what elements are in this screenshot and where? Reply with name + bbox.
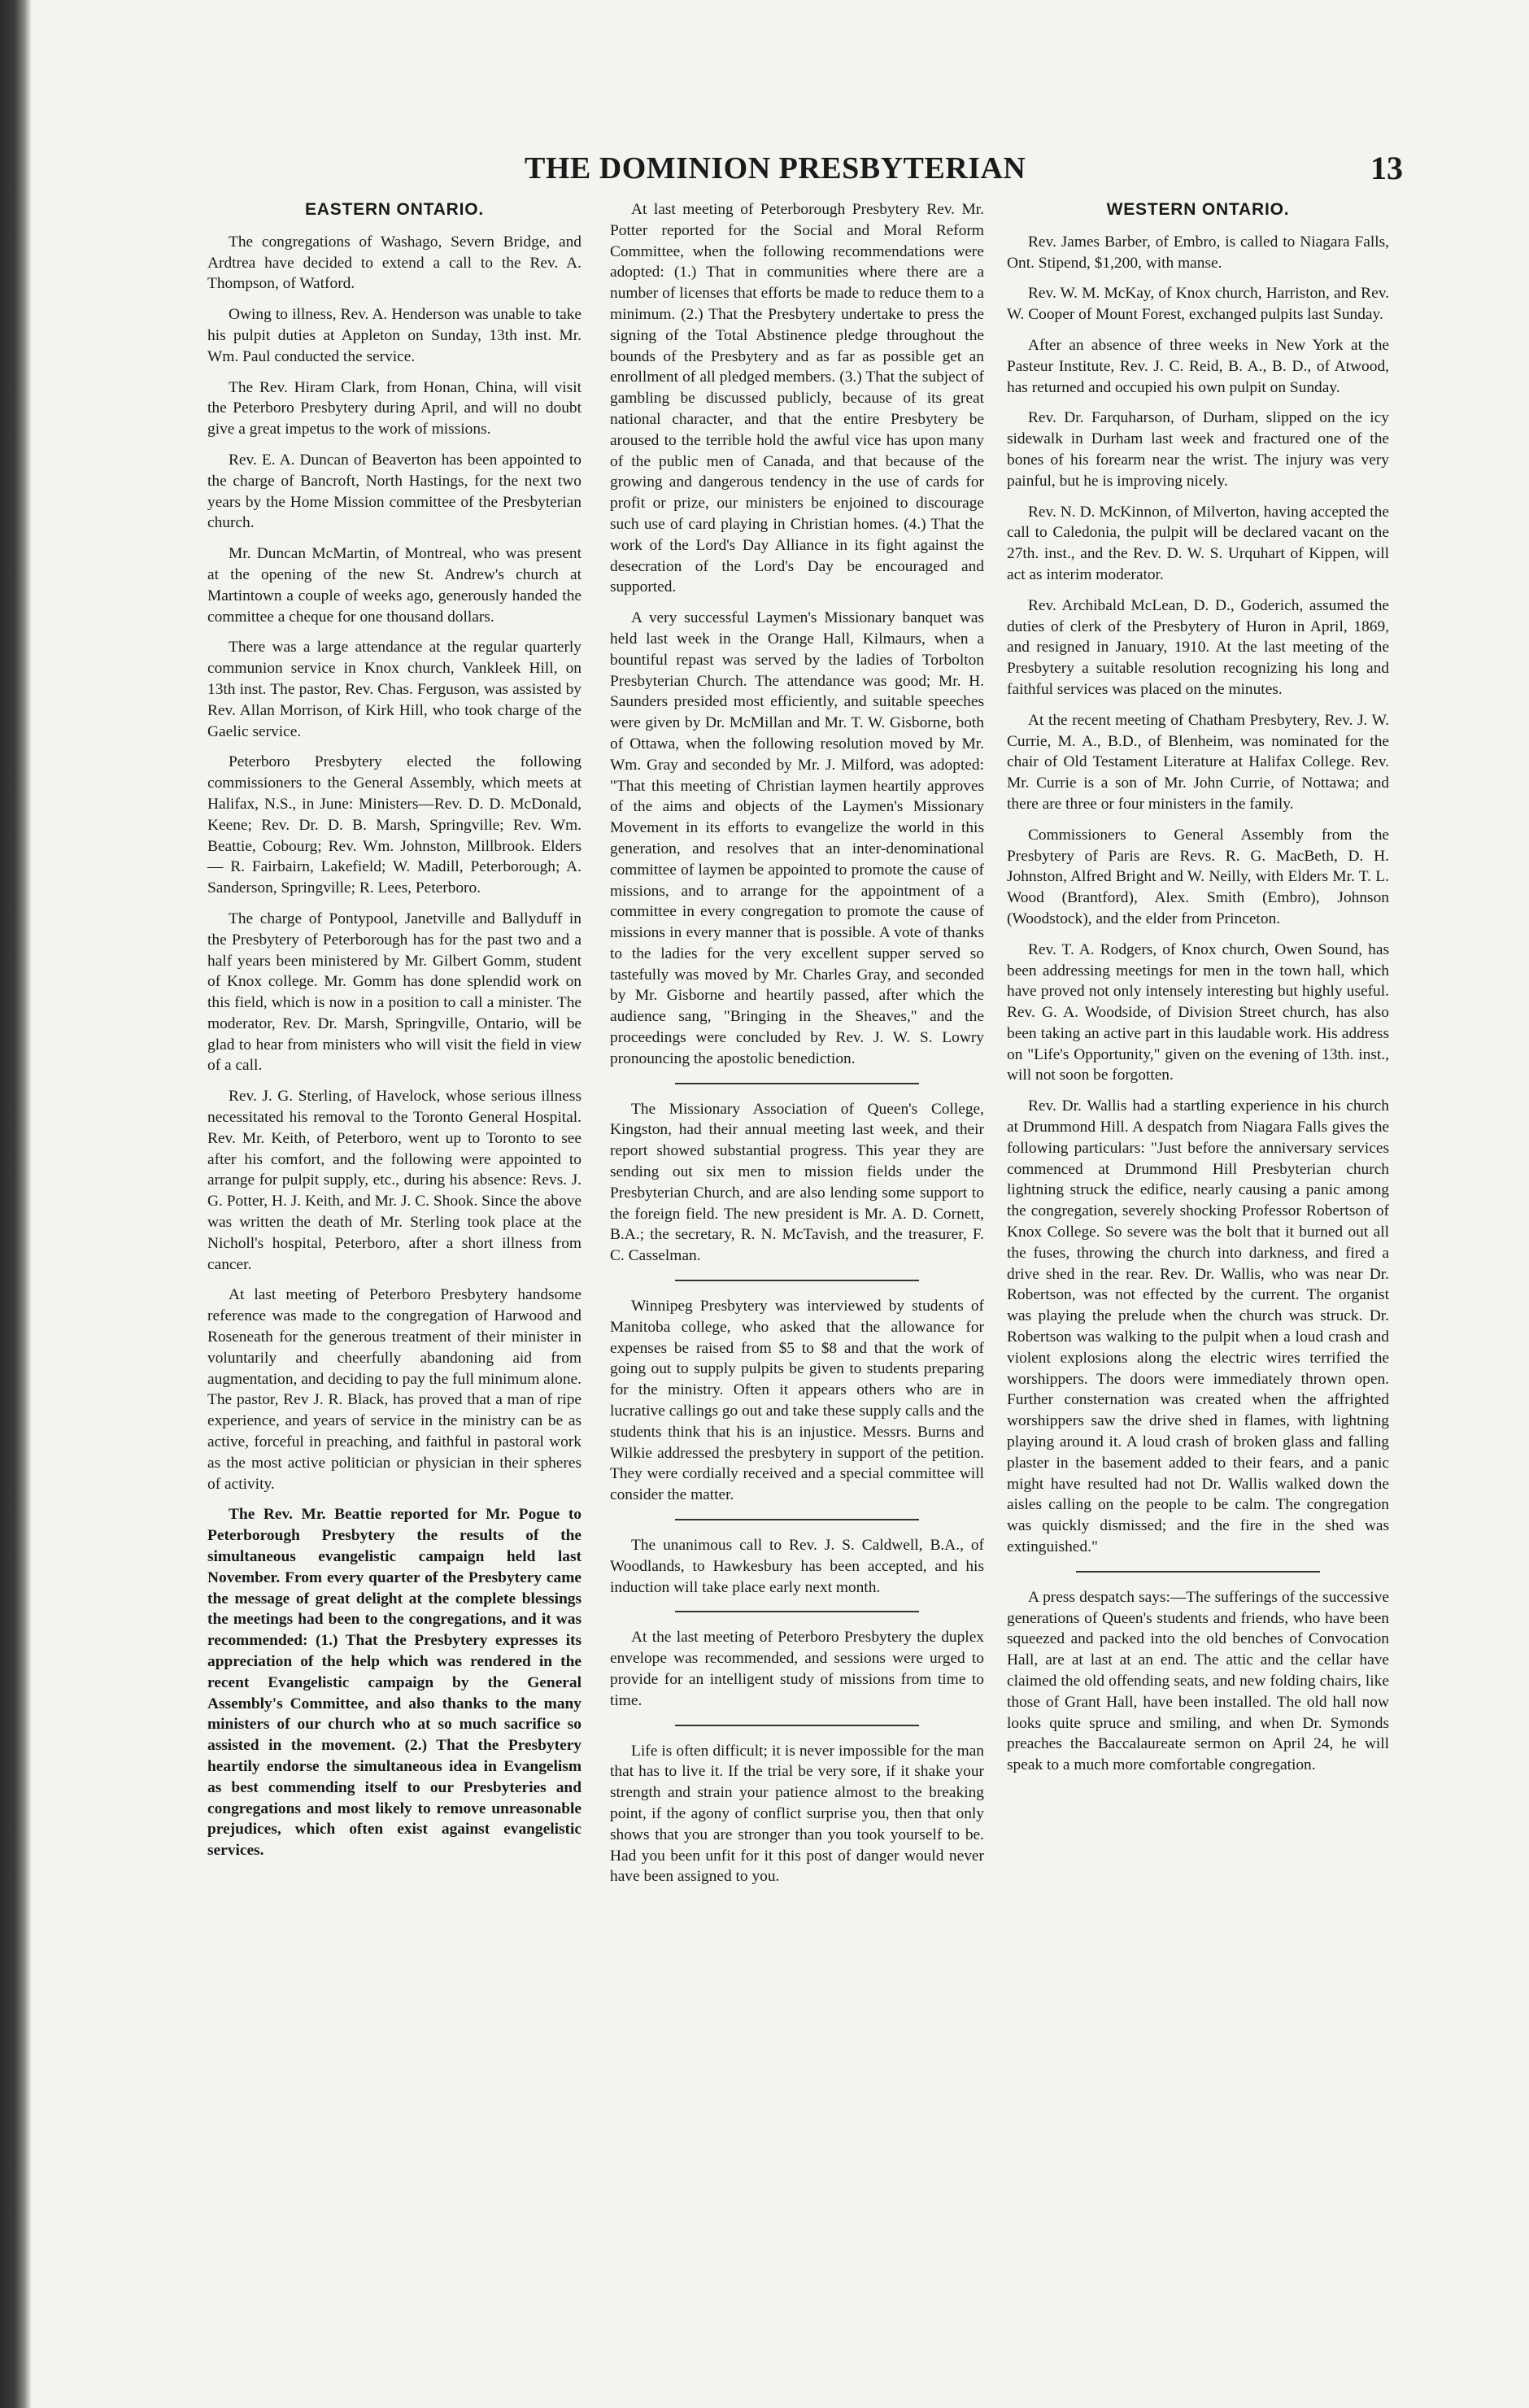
article-paragraph: Commissioners to General Assembly from the Presbytery of Paris are Revs. R. G. MacBeth, D. H. Johnston, Alfred Bright and W. Neilly, with Elders Mr. T. L. Wood (Brantford), Alex. Smith (Embro), Johnson (Woodstock), and the elder from Princeton.: [1007, 826, 1389, 927]
article-paragraph: Peterboro Presbytery elected the following commissioners to the General Assembly, which meets at Halifax, N.S., in June: Ministers—Rev. D. D. McDonald, Keene; Rev. Dr. D. B. Marsh, Springville; Rev. Wm. Beattie, Cobourg; Rev. Wm. Johnston, Millbrook. Elders — R. Fairbairn, Lakefield; W. Madill, Peterborough; A. Sanderson, Springville; R. Lees, Peterboro.: [207, 753, 582, 897]
page-number: 13: [1370, 150, 1403, 186]
article-paragraph: At last meeting of Peterborough Presbytery Rev. Mr. Potter reported for the Social and Moral Reform Committee, when the following recommendations were adopted: (1.) That in communities where there are a number of licenses that efforts be made to reduce them to a minimum. (2.) That the Presbytery undertake to press the signing of the Total Abstinence pledge throughout the bounds of the Presbytery and as far as possible get an enrollment of all pledged members. (3.) That the subject of gambling be discussed publicly, because of its great national character, and that the entire Presbytery be aroused to the terrible hold the awful vice has upon many of the public men of Canada, and that because of the growing and dangerous tendency in the use of cards for profit or prize, our ministers be enjoined to discourage such use of card playing in Christian homes. (4.) That the work of the Lord's Day Alliance in its fight against the desecration of the Lord's Day be encouraged and supported.: [610, 201, 984, 596]
article-paragraph: Rev. Dr. Wallis had a startling experience in his church at Drummond Hill. A despatch from Niagara Falls gives the following particulars: "Just before the anniversary services commenced at Drummond Hill Presbyterian church lightning struck the edifice, nearly causing a panic among the congregation, severely shocking Professor Robertson of Knox College. So severe was the bolt that it burned out all the fuses, throwing the church into darkness, and fired a drive shed in the rear. Rev. Dr. Wallis, who was near Dr. Robertson, was not effected by the current. The organist was playing the prelude when the church was struck. Dr. Robertson was walking to the pulpit when a loud crash and violent explosions along the electric wires terrified the worshippers. The doors were immediately thrown open. Further consternation was created when the affrighted worshippers saw the drive shed in flames, with lightning playing around it. A loud crash of broken glass and falling plaster in the basement added to their fears, and a panic might have resulted had not Dr. Wallis walked down the aisles calling on the people to be calm. The congregation was quickly dismissed; and the fire in the shed was extinguished.": [1007, 1097, 1389, 1556]
article-paragraph: Rev. W. M. McKay, of Knox church, Harriston, and Rev. W. Cooper of Mount Forest, exchanged pulpits last Sunday.: [1007, 285, 1389, 324]
page-header: [525, 150, 1403, 191]
article-paragraph: A very successful Laymen's Missionary banquet was held last week in the Orange Hall, Kilmaurs, when a bountiful repast was served by the ladies of Torbolton Presbyterian Church. The attendance was good; Mr. H. Saunders presided most efficiently, and suitable speeches were given by Dr. McMillan and Mr. T. W. Gisborne, both of Ottawa, when the following resolution moved by Mr. Wm. Gray and seconded by Mr. J. Milford, was adopted: "That this meeting of Christian laymen heartily approves of the aims and objects of the Laymen's Missionary Movement in its efforts to evangelize the world in this generation, and resolves that an inter-denominational committee of laymen be appointed to promote the cause of missions, and to arrange for the appointment of a committee in every congregation to promote the cause of missions in every manner that is possible. A vote of thanks to the ladies for the very excellent supper served so tastefully was moved by Mr. Charles Gray, and seconded by Mr. Gisborne and heartily passed, after which the audience sang, "Bringing in the Sheaves," and the proceedings were concluded by Rev. J. W. S. Lowry pronouncing the apostolic benediction.: [610, 609, 984, 1067]
column-eastern-ontario: [207, 199, 582, 1871]
column-divider-rule: [675, 1611, 919, 1612]
column-divider-rule: [675, 1280, 919, 1281]
article-paragraph: The Missionary Association of Queen's College, Kingston, had their annual meeting last week, and their report showed substantial progress. This year they are sending out six men to mission fields under the Presbyterian Church, and are also lending some support to the foreign field. The new president is Mr. A. D. Cornett, B.A.; the secretary, R. N. McTavish, and the treasurer, F. C. Casselman.: [610, 1100, 984, 1265]
masthead-title: THE DOMINION PRESBYTERIAN: [525, 151, 1026, 185]
article-paragraph: The charge of Pontypool, Janetville and Ballyduff in the Presbytery of Peterborough has for the past two and a half years been ministered by Mr. Gilbert Gomm, student of Knox college. Mr. Gomm has done splendid work on this field, which is now in a position to call a minister. The moderator, Rev. Dr. Marsh, Springville, Ontario, will be glad to hear from ministers who will visit the field in view of a call.: [207, 910, 582, 1075]
article-paragraph: Winnipeg Presbytery was interviewed by students of Manitoba college, who asked that the allowance for expenses be raised from $5 to $8 and that the work of going out to supply pulpits be given to students preparing for the ministry. Often it appears others who are in lucrative callings go out and take these supply calls and the students think that his is an injustice. Messrs. Burns and Wilkie addressed the presbytery in support of the petition. They were cordially received and a special committee will consider the matter.: [610, 1298, 984, 1504]
article-paragraph: A press despatch says:—The sufferings of the successive generations of Queen's students and friends, who have been squeezed and packed into the old benches of Convocation Hall, are at last at an end. The attic and the cellar have claimed the old offending seats, and new folding chairs, like those of Grant Hall, have been installed. The old hall now looks quite spruce and smiling, and when Dr. Symonds preaches the Baccalaureate sermon on April 24, he will speak to a much more comfortable congregation.: [1007, 1588, 1389, 1774]
column-divider-rule: [675, 1519, 919, 1520]
article-paragraph: Rev. Dr. Farquharson, of Durham, slipped on the icy sidewalk in Durham last week and fractured one of the bones of his forearm near the wrist. The injury was very painful, but he is improving nicely.: [1007, 409, 1389, 490]
article-paragraph: Life is often difficult; it is never impossible for the man that has to live it. If the trial be very sore, if it shake your strength and strain your patience almost to the breaking point, if the agony of conflict surprise you, then that only shows that you are stronger than you took yourself to be. Had you been unfit for it this post of danger would never have been assigned to you.: [610, 1742, 984, 1886]
article-paragraph: The unanimous call to Rev. J. S. Caldwell, B.A., of Woodlands, to Hawkesbury has been accepted, and his induction will take place early next month.: [610, 1537, 984, 1596]
section-heading-western: WESTERN ONTARIO.: [1106, 200, 1290, 219]
article-paragraph: Owing to illness, Rev. A. Henderson was unable to take his pulpit duties at Appleton on Sunday, 13th inst. Mr. Wm. Paul conducted the service.: [207, 306, 582, 365]
article-paragraph: At the last meeting of Peterboro Presbytery the duplex envelope was recommended, and sessions were urged to provide for an intelligent study of missions from time to time.: [610, 1629, 984, 1709]
article-paragraph: At the recent meeting of Chatham Presbytery, Rev. J. W. Currie, M. A., B.D., of Blenheim, was nominated for the chair of Old Testament Literature at Halifax College. Rev. Mr. Currie is a son of Mr. John Currie, of Nottawa; and there are three or four ministers in the family.: [1007, 711, 1389, 813]
article-paragraph: Rev. E. A. Duncan of Beaverton has been appointed to the charge of Bancroft, North Hastings, for the next two years by the Home Mission committee of the Presbyterian church.: [207, 451, 582, 532]
section-heading-eastern: EASTERN ONTARIO.: [304, 200, 485, 219]
article-paragraph: The Rev. Hiram Clark, from Honan, China, will visit the Peterboro Presbytery during April, and will no doubt give a great impetus to the work of missions.: [207, 378, 582, 438]
article-paragraph: Rev. T. A. Rodgers, of Knox church, Owen Sound, has been addressing meetings for men in the town hall, which have proved not only intensely interesting but highly useful. Rev. G. A. Woodside, of Division Street church, has also been taking an active part in this laudable work. His address on "Life's Opportunity," given on the evening of 13th. inst., will not soon be forgotten.: [1007, 940, 1389, 1084]
article-paragraph: The congregations of Washago, Severn Bridge, and Ardtrea have decided to extend a call to the Rev. A. Thompson, of Watford.: [207, 233, 582, 293]
article-paragraph: Rev. James Barber, of Embro, is called to Niagara Falls, Ont. Stipend, $1,200, with manse.: [1007, 233, 1389, 272]
article-paragraph: The Rev. Mr. Beattie reported for Mr. Pogue to Peterborough Presbytery the results of the simultaneous evangelistic campaign held last November. From every quarter of the Presbytery came the message of great delight at the complete blessings the meetings had been to the congregations, and it was recommended: (1.) That the Presbytery expresses its appreciation of the help which was rendered in the recent Evangelistic campaign by the General Assembly's Committee, and also thanks to the many ministers of our church who at so much sacrifice so assisted in the movement. (2.) That the Presbytery heartily endorse the simultaneous idea in Evangelism as best commending itself to our Presbyteries and congregations and most likely to remove unreasonable prejudices, which often exist against evangelistic services.: [207, 1506, 582, 1860]
article-paragraph: Mr. Duncan McMartin, of Montreal, who was present at the opening of the new St. Andrew's church at Martintown a couple of weeks ago, generously handed the committee a cheque for one thousand dollars.: [207, 545, 582, 626]
article-paragraph: Rev. Archibald McLean, D. D., Goderich, assumed the duties of clerk of the Presbytery of Huron in April, 1869, and resigned in January, 1910. At the last meeting of the Presbytery a suitable resolution recognizing his long and faithful services was placed on the minutes.: [1007, 596, 1389, 698]
column-divider-rule: [675, 1083, 919, 1084]
article-paragraph: Rev. J. G. Sterling, of Havelock, whose serious illness necessitated his removal to the Toronto General Hospital. Rev. Mr. Keith, of Peterboro, went up to Toronto to see after his comfort, and the following were appointed to arrange for pulpit supply, etc., during his absence: Revs. J. G. Potter, H. J. Keith, and Mr. J. C. Shook. Since the above was written the death of Mr. Sterling took place at the Nicholl's hospital, Peterboro, after a short illness from cancer.: [207, 1088, 582, 1273]
binding-edge: [0, 0, 31, 2408]
column-middle: [610, 199, 984, 1897]
column-divider-rule: [1076, 1571, 1320, 1573]
article-paragraph: After an absence of three weeks in New York at the Pasteur Institute, Rev. J. C. Reid, B. A., B. D., of Atwood, has returned and occupied his own pulpit on Sunday.: [1007, 336, 1389, 396]
article-paragraph: There was a large attendance at the regular quarterly communion service in Knox church, Vankleek Hill, on 13th inst. The pastor, Rev. Chas. Ferguson, was assisted by Rev. Allan Morrison, of Kirk Hill, who took charge of the Gaelic service.: [207, 639, 582, 740]
article-paragraph: At last meeting of Peterboro Presbytery handsome reference was made to the congregation of Harwood and Roseneath for the generous treatment of their minister in voluntarily and cheerfully abandoning aid from augmentation, and deciding to pay the full minimum alone. The pastor, Rev J. R. Black, has proved that a man of ripe experience, and years of service in the ministry can be as active, forceful in preaching, and faithful in pastoral work as the most active politician or physician in their spheres of activity.: [207, 1286, 582, 1493]
column-divider-rule: [675, 1725, 919, 1726]
article-paragraph: Rev. N. D. McKinnon, of Milverton, having accepted the call to Caledonia, the pulpit will be declared vacant on the 27th. inst., and the Rev. D. W. S. Urquhart of Kippen, will act as interim moderator.: [1007, 503, 1389, 583]
column-western-ontario: [1007, 199, 1389, 1786]
